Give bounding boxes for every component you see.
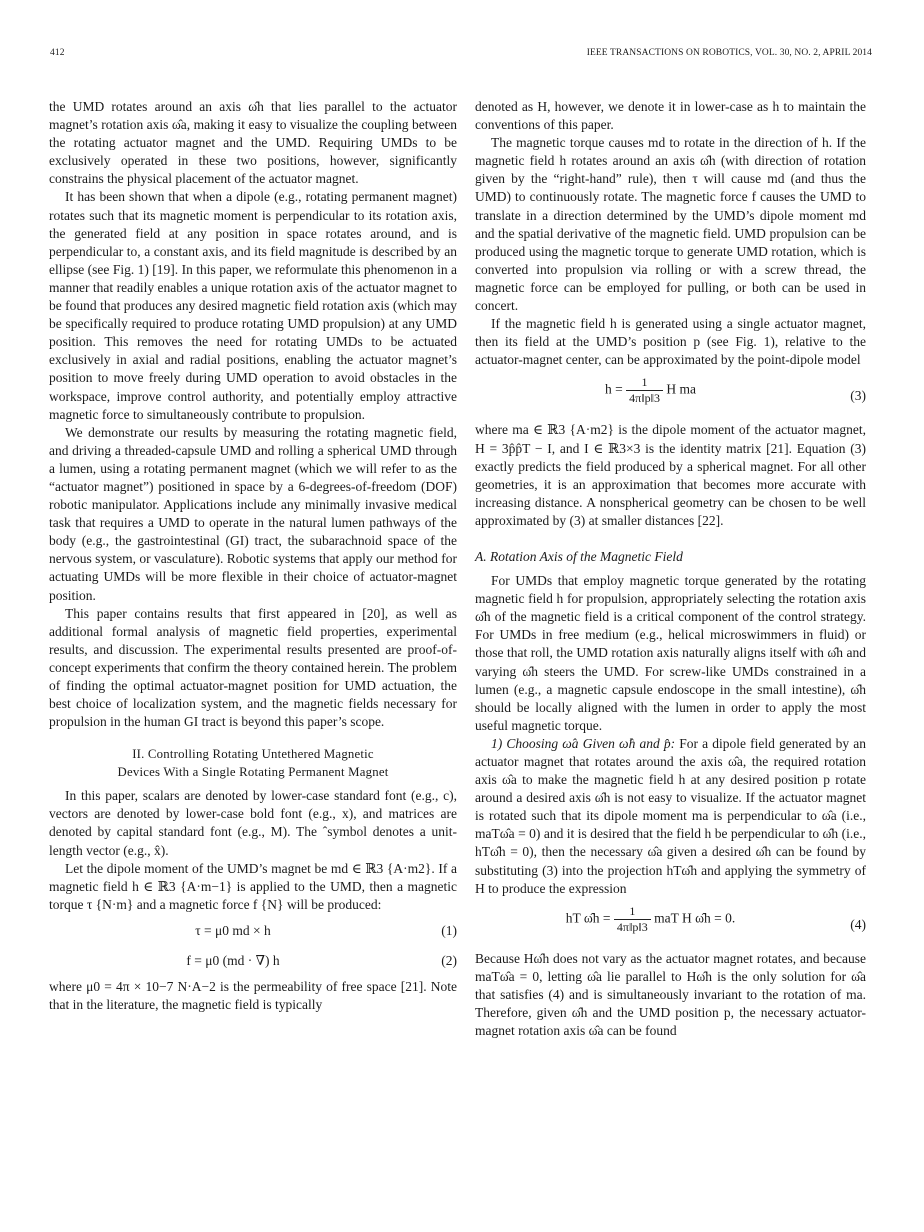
- equation-body: f = μ0 (md · ∇) h: [186, 952, 280, 968]
- equation-lhs: h =: [605, 382, 623, 397]
- subsection-heading: A. Rotation Axis of the Magnetic Field: [475, 548, 683, 564]
- fraction: [614, 904, 651, 935]
- equation-2: [49, 948, 457, 974]
- paragraph: Because Hω̂h does not vary as the actuator magnet rotates, and because maTω̂a = 0, letting ω̂a lie parallel to Hω̂h is the only solution for ω̂a that satisfies (4) and is simultaneously invariant to the rotation of ma. Therefore, given ω̂h and the UMD position p, the necessary actuator-magnet rotation axis ω̂a can be found: [475, 950, 866, 1039]
- equation-lhs: hT ω̂h =: [565, 910, 611, 926]
- equation-number: (1): [441, 922, 457, 938]
- left-column: [49, 98, 457, 1014]
- equation-body: τ = μ0 md × h: [195, 922, 271, 938]
- paragraph: the UMD rotates around an axis ω̂h that lies parallel to the actuator magnet’s rotation axis ω̂a, making it easy to visualize the coupling between the rotating actuator magnet and the UMD. Requiring UMDs to be exclusively operated in these two positions, however, significantly constrains the physical placement of the actuator magnet.: [49, 99, 457, 187]
- journal-citation: IEEE TRANSACTIONS ON ROBOTICS, VOL. 30, NO. 2, APRIL 2014: [586, 48, 872, 58]
- equation-number: (3): [850, 388, 866, 404]
- paragraph: If the magnetic field h is generated using a single actuator magnet, then its field at the UMD’s position p (see Fig. 1), relative to the actuator-magnet center, can be approximated by the point-dipole model: [475, 316, 866, 368]
- paragraph: We demonstrate our results by measuring the rotating magnetic field, and driving a threaded-capsule UMD and rolling a spherical UMD through a lumen, using a rotating permanent magnet (which we will refer to as the “actuator magnet”) positioned in space by a 6-degrees-of-freedom (DOF) robotic manipulator. Applications include any minimally invasive medical task that requires a UMD to operate in the natural lumen pathways of the body (e.g., the gastrointestinal (GI) tract, the subarachnoid space of the nervous system, or vasculature). Robotic systems that apply our method for actuating UMDs will be more flexible in their choice of actuator-magnet position.: [49, 424, 457, 603]
- equation-body: [475, 375, 826, 406]
- paragraph: where μ0 = 4π × 10−7 N·A−2 is the permeability of free space [21]. Note that in the literature, the magnetic field is typically: [49, 978, 457, 1013]
- equation-1: [49, 918, 457, 944]
- paragraph: where ma ∈ ℝ3 {A·m2} is the dipole moment of the actuator magnet, H = 3p̂p̂T − I, and I ∈ ℝ3×3 is the identity matrix [21]. Equation (3) exactly predicts the field produced by a spherical magnet. For all other geometries, it is an approximation that becomes more accurate with increasing distance. A nonspherical geometry can be chosen to be well approximated by (3) at smaller distances [22].: [475, 422, 866, 528]
- equation-3: [475, 373, 866, 417]
- equation-rhs: H ma: [666, 382, 696, 397]
- section-heading-line: Devices With a Single Rotating Permanent Magnet: [117, 765, 389, 780]
- paragraph: In this paper, scalars are denoted by lower-case standard font (e.g., c), vectors are denoted by lower-case bold font (e.g., x), and matrices are denoted by capital standard font (e.g., M). The ˆsymbol denotes a unit-length vector (e.g., x̂).: [49, 788, 457, 858]
- paragraph: This paper contains results that first appeared in [20], as well as additional formal analysis of magnetic field properties, experimental results, and discussion. The experimental results presented are proof-of-concept experiments that confirm the theory contained herein. The problem of finding the optimal actuator-magnet position for UMD actuation, the best choice of localization system, and the magnetic fields necessary for propulsion in the human GI tract is beyond this paper’s scope.: [49, 605, 457, 730]
- fraction-denominator: 4π‖p‖3: [616, 919, 648, 934]
- paragraph: The magnetic torque causes md to rotate in the direction of h. If the magnetic field h rotates around an axis ω̂h (with direction of rotation given by the “right-hand” rule), then τ will cause md (and thus the UMD) to continuously rotate. The magnetic force f causes the UMD to translate in a direction determined by the UMD’s dipole moment md and the spatial derivative of the magnetic field. UMD propulsion can be produced using the magnetic torque to generate UMD rotation, which is converted into propulsion via rolling or with a screw thread, the magnetic force can be employed for pulling, or both can be used in concert.: [475, 135, 866, 314]
- equation-rhs: maT H ω̂h = 0.: [654, 910, 736, 926]
- paragraph: Let the dipole moment of the UMD’s magnet be md ∈ ℝ3 {A·m2}. If a magnetic field h ∈ ℝ3 {A·m−1} is applied to the UMD, then a magnetic torque τ {N·m} and a magnetic force f {N} will be produced:: [49, 860, 457, 912]
- fraction-numerator: 1: [614, 904, 651, 920]
- fraction-denominator: 4π‖p‖3: [629, 391, 660, 406]
- page-number: 412: [50, 48, 65, 58]
- right-column: [475, 98, 866, 1040]
- fraction-numerator: 1: [626, 375, 663, 391]
- paragraph: It has been shown that when a dipole (e.g., rotating permanent magnet) rotates such that its magnetic moment is perpendicular to its rotation axis, the generated field at any position in space rotates around, and is perpendicular to, a constant axis, and its field magnitude is described by an ellipse (see Fig. 1) [19]. In this paper, we reformulate this phenomenon in a manner that readily enables a unique rotation axis of the actuator magnet to be found that produces any desired magnetic field rotation axis (which may be specifically required to produce rotating UMD propulsion) at any UMD position. This removes the need for rotating UMDs to be actuated exclusively in axial and radial positions, enabling the actuator magnet’s position to move freely during UMD operation to avoid obstacles in the workspace, improve control authority, and potentially employ attractive magnetic force to simultaneously contribute to propulsion.: [49, 189, 457, 422]
- running-header: [50, 48, 872, 62]
- paragraph: [475, 735, 866, 898]
- section-heading-line: II. Controlling Rotating Untethered Magnetic: [132, 747, 374, 762]
- equation-number: (2): [441, 952, 457, 968]
- paragraph: For UMDs that employ magnetic torque generated by the rotating magnetic field h for propulsion, appropriately selecting the rotation axis ω̂h of the magnetic field is a critical component of the control strategy. For UMDs in free medium (e.g., helical microswimmers in fluid) or those that roll, the UMD rotation axis naturally aligns itself with ω̂h and varying ω̂h steers the UMD. For screw-like UMDs constrained in a lumen (e.g., a magnetic capsule endoscope in the small intestine), ω̂h should be locally aligned with the lumen in order to apply the most useful magnetic torque.: [475, 573, 866, 733]
- equation-4: [475, 902, 866, 946]
- fraction: [626, 375, 663, 406]
- paragraph: denoted as H, however, we denote it in lower-case as h to maintain the conventions of this paper.: [475, 99, 866, 133]
- section-heading: [49, 745, 457, 781]
- paragraph-text: For a dipole field generated by an actuator magnet that rotates around the axis ω̂a, the required rotation axis ω̂a to make the magnetic field h at any desired position p rotate around a desired axis ω̂h is not easy to visualize. If the actuator magnet is rotated such that its dipole moment ma is perpendicular to ω̂a (i.e., maTω̂a = 0) and it is desired that the field h be perpendicular to ω̂h (i.e., hTω̂h = 0), then the necessary ω̂a given a desired ω̂h can be found by substituting (3) into the projection hTω̂h and applying the symmetry of H to produce the expression: [475, 735, 866, 896]
- paragraph-lead: 1) Choosing ω̂a Given ω̂h and p̂:: [491, 735, 676, 751]
- equation-body: [475, 904, 826, 935]
- equation-number: (4): [850, 916, 866, 932]
